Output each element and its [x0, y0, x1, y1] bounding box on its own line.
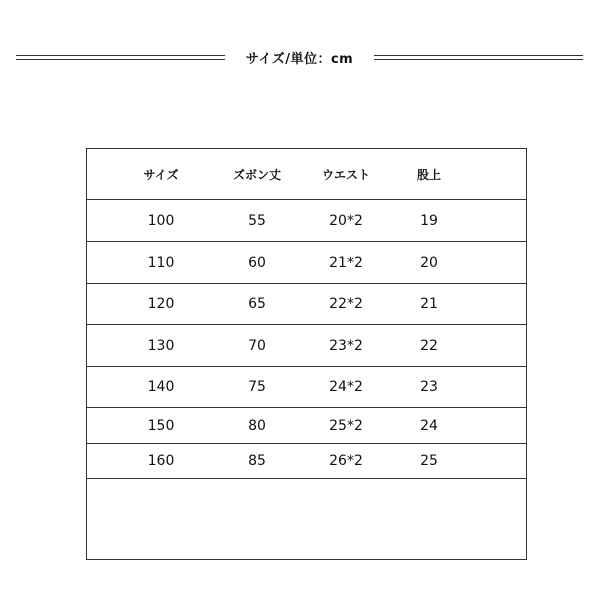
cell-pants-length: 55: [248, 212, 266, 229]
cell-size: 120: [147, 296, 175, 312]
cell-pants-length: 60: [248, 254, 266, 271]
cell-rise: 22: [420, 337, 438, 354]
table-row: [87, 444, 526, 479]
table-row: [87, 242, 526, 284]
cell-pants-length: 80: [248, 417, 266, 434]
cell-waist: 25*2: [329, 417, 363, 434]
header-rise: 股上: [416, 167, 441, 182]
cell-waist: 26*2: [329, 453, 363, 469]
cell-size: 110: [147, 254, 175, 271]
cell-waist: 24*2: [329, 379, 363, 395]
cell-rise: 25: [420, 453, 438, 469]
title-divider-right: [374, 55, 583, 60]
cell-pants-length: 65: [248, 296, 266, 312]
size-chart-title: サイズ/単位：cm: [245, 52, 354, 67]
cell-rise: 21: [420, 296, 438, 312]
cell-size: 130: [147, 337, 175, 354]
cell-rise: 24: [420, 417, 438, 434]
cell-size: 150: [147, 417, 175, 434]
cell-rise: 20: [420, 254, 438, 271]
size-table: [86, 148, 527, 560]
table-row: [87, 408, 526, 444]
header-size: サイズ: [143, 167, 179, 182]
cell-rise: 19: [420, 212, 438, 229]
cell-pants-length: 85: [248, 453, 266, 469]
header-waist: ウエスト: [321, 167, 370, 182]
cell-pants-length: 75: [248, 379, 266, 395]
cell-rise: 23: [420, 379, 438, 395]
title-row: [0, 50, 600, 70]
cell-waist: 21*2: [329, 254, 363, 271]
table-header-row: [87, 149, 526, 200]
cell-waist: 22*2: [329, 296, 363, 312]
cell-waist: 23*2: [329, 337, 363, 354]
table-row: [87, 367, 526, 408]
table-row: [87, 284, 526, 325]
table-row: [87, 200, 526, 242]
cell-waist: 20*2: [329, 212, 363, 229]
title-divider-left: [16, 55, 225, 60]
cell-size: 140: [147, 379, 175, 395]
cell-size: 100: [147, 212, 175, 229]
table-row: [87, 325, 526, 367]
cell-pants-length: 70: [248, 337, 266, 354]
header-pants-length: ズボン丈: [232, 167, 281, 182]
cell-size: 160: [147, 453, 175, 469]
